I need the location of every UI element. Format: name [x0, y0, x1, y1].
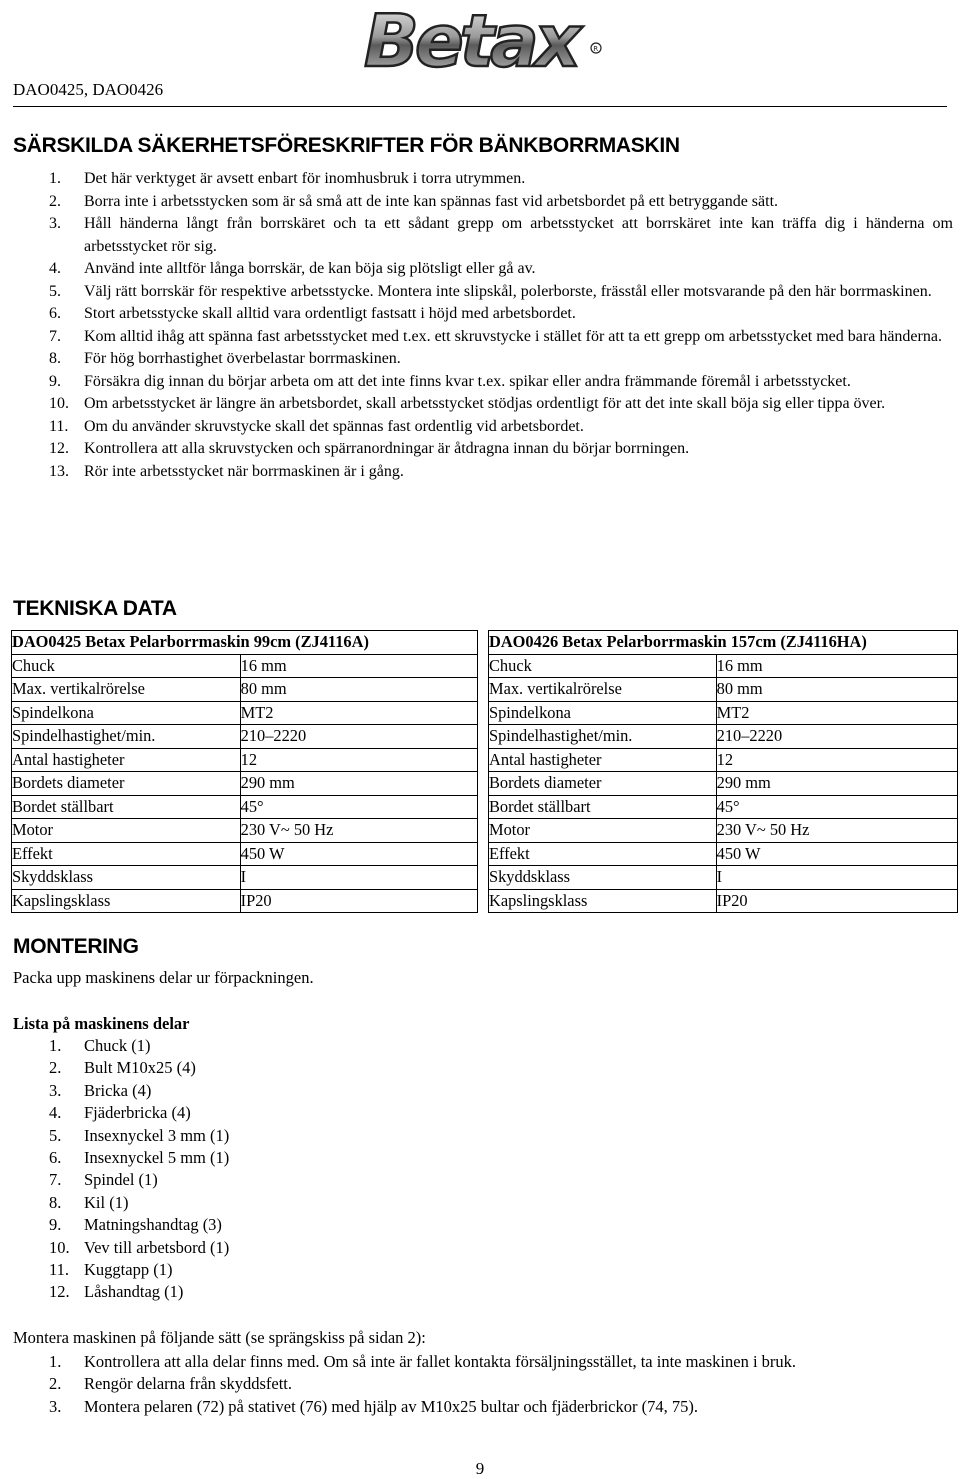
- spec-value: 45°: [716, 795, 957, 819]
- list-item: [13, 1147, 229, 1169]
- spec-value: IP20: [240, 889, 477, 913]
- list-item: [13, 1080, 229, 1102]
- item-text: Kil (1): [84, 1192, 129, 1212]
- item-number: 13.: [49, 462, 69, 480]
- spec-value: 12: [240, 748, 477, 772]
- betax-logo: [358, 0, 608, 80]
- table-row: [12, 678, 478, 702]
- item-number: 3.: [49, 1396, 62, 1416]
- mounting-intro: Packa upp maskinens delar ur förpackningen.: [13, 968, 314, 987]
- item-number: 4.: [49, 1103, 62, 1123]
- table-row: [12, 889, 478, 913]
- list-item: [13, 1214, 229, 1236]
- list-item: [13, 348, 953, 371]
- item-number: 6.: [49, 1148, 62, 1168]
- list-item: [13, 1396, 953, 1418]
- table-row: [489, 748, 958, 772]
- item-number: 5.: [49, 282, 61, 300]
- item-text: Stort arbetsstycke skall alltid vara ordentligt fastsatt i höjd med arbetsbordet.: [84, 305, 576, 322]
- table-row: [12, 701, 478, 725]
- spec-value: MT2: [240, 701, 477, 725]
- list-item: [13, 1102, 229, 1124]
- item-text: För hög borrhastighet överbelastar borrmaskinen.: [84, 350, 401, 367]
- item-number: 10.: [49, 395, 69, 412]
- spec-label: Motor: [489, 819, 717, 843]
- item-number: 8.: [49, 350, 61, 367]
- parts-list: [13, 1035, 229, 1304]
- table-row: [12, 819, 478, 843]
- item-number: 10.: [49, 1237, 70, 1257]
- table-row: [489, 889, 958, 913]
- spec-value: 16 mm: [716, 654, 957, 678]
- spec-label: Spindelhastighet/min.: [489, 725, 717, 749]
- item-number: 5.: [49, 1125, 62, 1145]
- table-header: DAO0425 Betax Pelarborrmaskin 99cm (ZJ4116A): [12, 631, 478, 655]
- spec-value: IP20: [716, 889, 957, 913]
- item-number: 9.: [49, 1215, 62, 1235]
- header-divider: [13, 106, 947, 107]
- list-item: [13, 1035, 229, 1057]
- spec-label: Kapslingsklass: [489, 889, 717, 913]
- list-item: [13, 191, 953, 214]
- item-number: 6.: [49, 305, 61, 322]
- item-number: 9.: [49, 372, 61, 390]
- spec-label: Chuck: [12, 654, 241, 678]
- item-text: Håll händerna långt från borrskäret och ta ett sådant grepp om arbetsstycket att borrskäret inte kan träffa dig i händerna om arbetsstycket rör sig.: [84, 215, 953, 255]
- table-row: [489, 654, 958, 678]
- table-row: [489, 842, 958, 866]
- table-row: [12, 795, 478, 819]
- list-item: [13, 1259, 229, 1281]
- spec-label: Effekt: [489, 842, 717, 866]
- table-row: [489, 725, 958, 749]
- spec-value: 230 V~ 50 Hz: [240, 819, 477, 843]
- item-text: Chuck (1): [84, 1036, 151, 1055]
- spec-label: Skyddsklass: [489, 866, 717, 890]
- svg-text:Betax: Betax: [364, 0, 578, 80]
- list-item: [13, 1351, 953, 1373]
- list-item: [13, 371, 953, 394]
- table-header: DAO0426 Betax Pelarborrmaskin 157cm (ZJ4116HA): [489, 631, 958, 655]
- table-row: [12, 654, 478, 678]
- list-item: [13, 438, 953, 461]
- item-text: Välj rätt borrskär för respektive arbetsstycke. Montera inte slipskål, polerborste, frässtål eller motsvarande på den här borrmaskinen.: [84, 282, 932, 300]
- item-text: Använd inte alltför långa borrskär, de kan böja sig plötsligt eller gå av.: [84, 260, 536, 277]
- item-number: 2.: [49, 1058, 62, 1078]
- item-number: 3.: [49, 215, 61, 232]
- item-number: 7.: [49, 327, 61, 345]
- tech-data-heading: TEKNISKA DATA: [13, 597, 177, 620]
- item-text: Låshandtag (1): [84, 1282, 184, 1302]
- item-number: 11.: [49, 1260, 70, 1280]
- item-number: 3.: [49, 1080, 62, 1100]
- spec-value: 290 mm: [240, 772, 477, 796]
- list-item: [13, 1125, 229, 1147]
- item-text: Borra inte i arbetsstycken som är så små att de inte kan spännas fast vid arbetsbordet på ett betryggande sätt.: [84, 192, 779, 210]
- table-header-row: [489, 631, 958, 655]
- list-item: [13, 326, 953, 349]
- assembly-steps: [13, 1351, 953, 1418]
- spec-table-dao0425: [11, 630, 478, 913]
- table-row: [12, 748, 478, 772]
- list-item: [13, 1373, 953, 1395]
- spec-value: I: [240, 866, 477, 890]
- spec-label: Bordet ställbart: [489, 795, 717, 819]
- table-row: [489, 819, 958, 843]
- table-row: [489, 701, 958, 725]
- item-text: Rengör delarna från skyddsfett.: [84, 1374, 293, 1394]
- list-item: [13, 416, 953, 439]
- spec-value: 210–2220: [716, 725, 957, 749]
- table-row: [489, 795, 958, 819]
- table-row: [12, 866, 478, 890]
- spec-value: 210–2220: [240, 725, 477, 749]
- item-number: 1.: [49, 170, 61, 187]
- list-item: [13, 461, 953, 484]
- item-text: Vev till arbetsbord (1): [84, 1237, 230, 1257]
- spec-label: Chuck: [489, 654, 717, 678]
- spec-value: 16 mm: [240, 654, 477, 678]
- item-text: Kontrollera att alla skruvstycken och spärranordningar är åtdragna innan du börjar borrningen.: [84, 440, 690, 457]
- item-number: 2.: [49, 192, 61, 210]
- spec-label: Bordets diameter: [489, 772, 717, 796]
- list-item: [13, 1281, 229, 1303]
- list-item: [13, 1237, 229, 1259]
- mounting-heading: MONTERING: [13, 935, 139, 958]
- item-number: 12.: [49, 440, 69, 457]
- item-text: Fjäderbricka (4): [84, 1103, 191, 1123]
- item-text: Insexnyckel 3 mm (1): [84, 1125, 230, 1145]
- parts-list-title: Lista på maskinens delar: [13, 1014, 190, 1033]
- table-row: [12, 842, 478, 866]
- item-text: Kom alltid ihåg att spänna fast arbetsstycket med t.ex. ett skruvstycke i stället för att ta ett grepp om arbetsstycket med bara händerna.: [84, 327, 942, 345]
- spec-value: 80 mm: [716, 678, 957, 702]
- spec-value: 80 mm: [240, 678, 477, 702]
- spec-label: Antal hastigheter: [12, 748, 241, 772]
- table-row: [12, 772, 478, 796]
- list-item: [13, 1169, 229, 1191]
- table-header-row: [12, 631, 478, 655]
- spec-label: Bordet ställbart: [12, 795, 241, 819]
- item-text: Matningshandtag (3): [84, 1215, 222, 1235]
- list-item: [13, 303, 953, 326]
- spec-label: Skyddsklass: [12, 866, 241, 890]
- spec-value: 290 mm: [716, 772, 957, 796]
- item-text: Rör inte arbetsstycket när borrmaskinen är i gång.: [84, 462, 404, 480]
- item-text: Bult M10x25 (4): [84, 1058, 196, 1078]
- spec-value: 45°: [240, 795, 477, 819]
- assembly-intro: Montera maskinen på följande sätt (se sprängskiss på sidan 2):: [13, 1328, 426, 1347]
- item-number: 1.: [49, 1036, 62, 1055]
- item-number: 7.: [49, 1170, 62, 1190]
- item-text: Spindel (1): [84, 1170, 158, 1190]
- item-number: 8.: [49, 1192, 62, 1212]
- item-number: 11.: [49, 417, 69, 435]
- spec-label: Kapslingsklass: [12, 889, 241, 913]
- item-text: Kuggtapp (1): [84, 1260, 173, 1280]
- spec-label: Max. vertikalrörelse: [12, 678, 241, 702]
- list-item: [13, 393, 953, 416]
- spec-label: Effekt: [12, 842, 241, 866]
- item-text: Bricka (4): [84, 1080, 152, 1100]
- page-number: 9: [475, 1459, 485, 1478]
- safety-list: [13, 168, 953, 483]
- document-code: DAO0425, DAO0426: [13, 80, 164, 99]
- table-row: [489, 866, 958, 890]
- item-number: 1.: [49, 1352, 62, 1371]
- spec-value: 450 W: [240, 842, 477, 866]
- safety-heading: SÄRSKILDA SÄKERHETSFÖRESKRIFTER FÖR BÄNKBORRMASKIN: [13, 134, 680, 157]
- item-number: 4.: [49, 260, 61, 277]
- list-item: [13, 1192, 229, 1214]
- spec-table-dao0426: [488, 630, 958, 913]
- spec-label: Motor: [12, 819, 241, 843]
- spec-label: Max. vertikalrörelse: [489, 678, 717, 702]
- spec-label: Bordets diameter: [12, 772, 241, 796]
- item-text: Det här verktyget är avsett enbart för inomhusbruk i torra utrymmen.: [84, 170, 526, 187]
- item-text: Om arbetsstycket är längre än arbetsbordet, skall arbetsstycket stödjas ordentligt för att det inte skall böja sig eller tippa över.: [84, 395, 886, 412]
- item-number: 12.: [49, 1282, 70, 1302]
- list-item: [13, 168, 953, 191]
- spec-label: Spindelkona: [12, 701, 241, 725]
- spec-value: 450 W: [716, 842, 957, 866]
- item-text: Insexnyckel 5 mm (1): [84, 1148, 230, 1168]
- spec-value: MT2: [716, 701, 957, 725]
- spec-value: I: [716, 866, 957, 890]
- table-row: [12, 725, 478, 749]
- item-text: Kontrollera att alla delar finns med. Om så inte är fallet kontakta försäljningsstället, ta inte maskinen i bruk.: [84, 1352, 797, 1371]
- list-item: [13, 213, 953, 258]
- item-text: Försäkra dig innan du börjar arbeta om att det inte finns kvar t.ex. spikar eller andra främmande föremål i arbetsstycket.: [84, 372, 851, 390]
- item-text: Montera pelaren (72) på stativet (76) med hjälp av M10x25 bultar och fjäderbrickor (74, 75).: [84, 1396, 698, 1416]
- spec-value: 12: [716, 748, 957, 772]
- item-text: Om du använder skruvstycke skall det spännas fast ordentlig vid arbetsbordet.: [84, 417, 584, 435]
- spec-label: Spindelkona: [489, 701, 717, 725]
- item-number: 2.: [49, 1374, 62, 1394]
- spec-label: Spindelhastighet/min.: [12, 725, 241, 749]
- table-row: [489, 678, 958, 702]
- list-item: [13, 258, 953, 281]
- table-row: [489, 772, 958, 796]
- spec-label: Antal hastigheter: [489, 748, 717, 772]
- list-item: [13, 1057, 229, 1079]
- svg-text:R: R: [593, 44, 599, 53]
- list-item: [13, 281, 953, 304]
- spec-value: 230 V~ 50 Hz: [716, 819, 957, 843]
